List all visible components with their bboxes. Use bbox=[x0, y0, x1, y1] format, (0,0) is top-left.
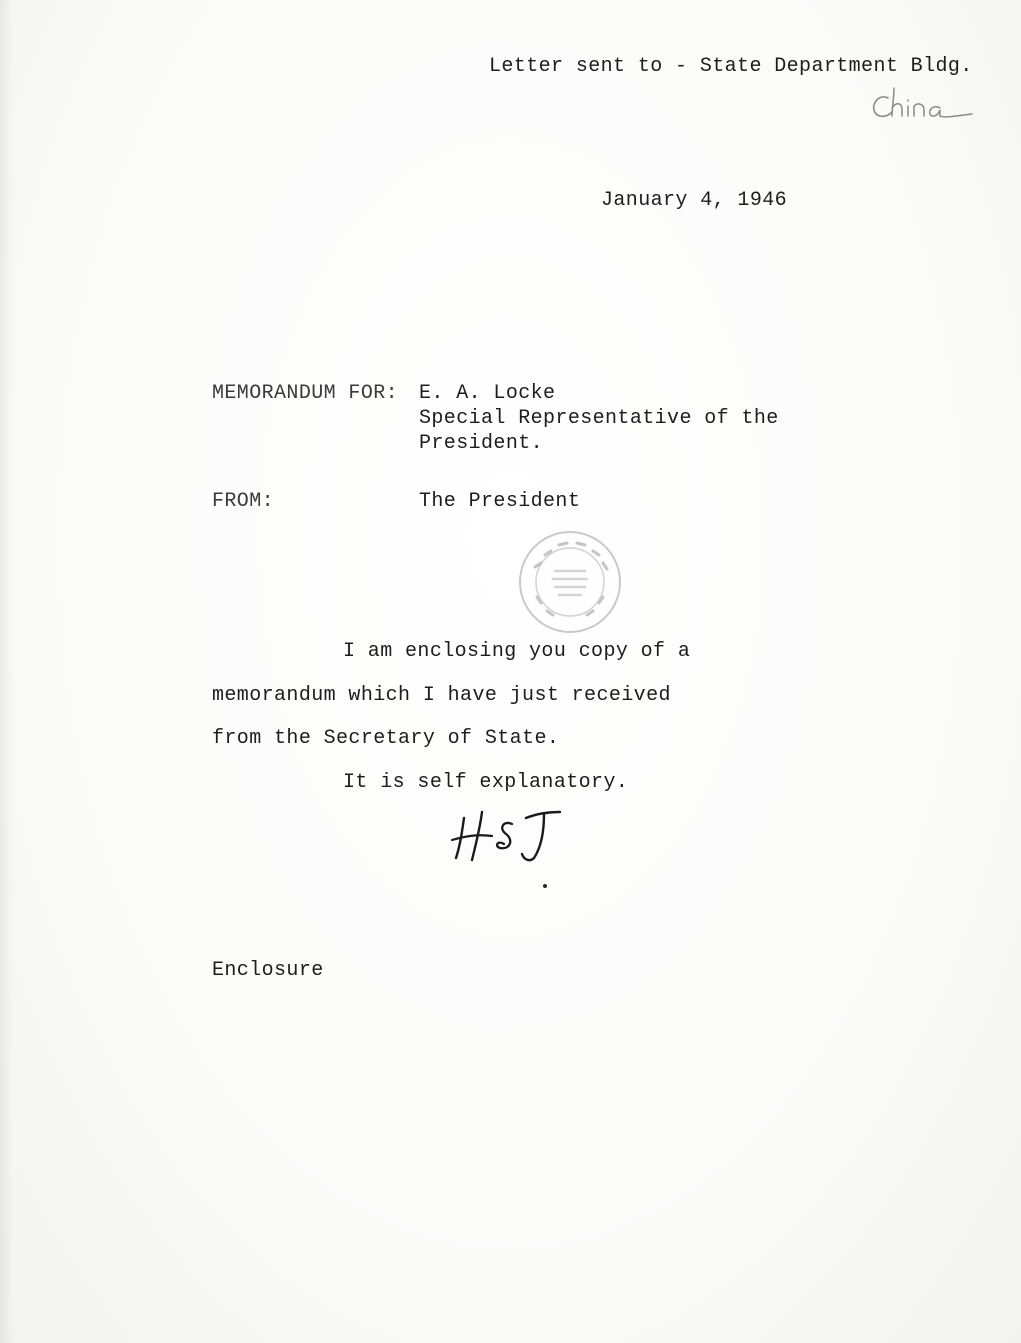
from-label: FROM: bbox=[212, 490, 275, 513]
addressee-line: President. bbox=[419, 432, 544, 455]
ink-dot bbox=[543, 884, 547, 888]
letter-date: January 4, 1946 bbox=[601, 189, 788, 212]
memo-label: MEMORANDUM FOR: bbox=[212, 382, 399, 405]
routing-note: Letter sent to - State Department Bldg. bbox=[489, 55, 973, 78]
body-line: memorandum which I have just received bbox=[212, 684, 671, 707]
enclosure-note: Enclosure bbox=[212, 959, 324, 982]
from-value: The President bbox=[419, 490, 581, 513]
page-edge-shadow bbox=[0, 0, 14, 1343]
addressee-line: Special Representative of the bbox=[419, 407, 779, 430]
body-line: I am enclosing you copy of a bbox=[343, 640, 691, 663]
addressee-line: E. A. Locke bbox=[419, 382, 556, 405]
handwritten-initials-signature bbox=[448, 806, 568, 866]
archive-stamp bbox=[515, 527, 625, 637]
body-line: from the Secretary of State. bbox=[212, 727, 560, 750]
handwritten-annotation bbox=[868, 80, 988, 130]
memo-addressee bbox=[419, 383, 779, 458]
body-line: It is self explanatory. bbox=[343, 771, 629, 794]
